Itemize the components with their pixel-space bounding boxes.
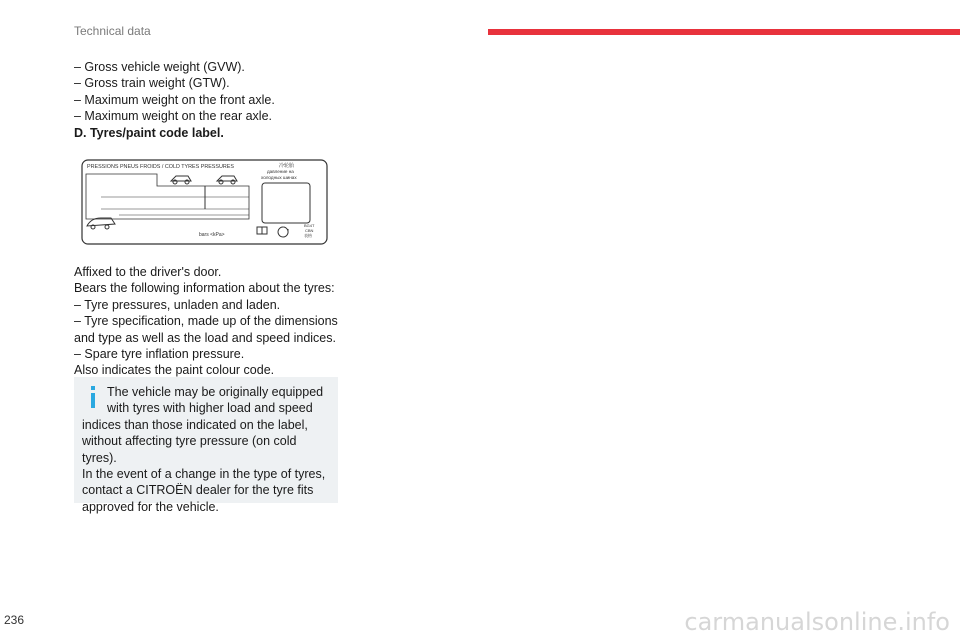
label-ru-1: давление на [267,169,294,174]
label-heading: D. Tyres/paint code label. [74,125,224,140]
watermark: carmanualsonline.info [684,608,950,636]
info-note-box [74,377,338,514]
info-text [82,384,334,515]
paragraph-line: Also indicates the paint colour code. [74,363,275,378]
paragraph-line: and type as well as the load and speed indices. [74,330,336,345]
svg-text:CBN: CBN [305,228,314,233]
list-item: – Tyre pressures, unladen and laden. [74,297,281,312]
info-line: The vehicle may be originally equipped [107,385,324,399]
label-units: bars <kPa> [199,232,225,238]
section-title: Technical data [74,24,151,38]
label-ru-2: холодных шинах [261,175,297,180]
paragraph-line: Affixed to the driver's door. [74,265,222,279]
weights-list [74,59,339,141]
label-cjk: 冷轮胎 [279,163,295,169]
list-item: – Maximum weight on the front axle. [74,92,275,107]
page-number: 236 [4,613,25,627]
list-item: – Gross train weight (GTW). [74,76,230,91]
info-line: with tyres with higher load and speed [107,401,313,416]
info-line: without affecting tyre pressure (on cold tyres). [82,434,297,465]
info-line: In the event of a change in the type of tyres, [82,467,326,482]
svg-text:BG4T: BG4T [304,223,315,228]
info-line: indices than those indicated on the label, [82,417,308,432]
label-title: PRESSIONS PNEUS FROIDS / COLD TYRES PRESSURES [87,164,234,170]
info-line: contact a CITROËN dealer for the tyre fits [82,483,314,498]
tyre-pressure-label-illustration [81,159,328,245]
svg-text:表格: 表格 [304,233,312,238]
label-description [74,264,344,379]
header-accent-bar [488,29,960,35]
list-item: – Gross vehicle weight (GVW). [74,60,245,74]
info-line: approved for the vehicle. [82,499,219,514]
list-item: – Tyre specification, made up of the dimensions [74,314,338,329]
list-item: – Spare tyre inflation pressure. [74,347,245,362]
list-item: – Maximum weight on the rear axle. [74,109,273,124]
paragraph-line: Bears the following information about the tyres: [74,281,335,296]
